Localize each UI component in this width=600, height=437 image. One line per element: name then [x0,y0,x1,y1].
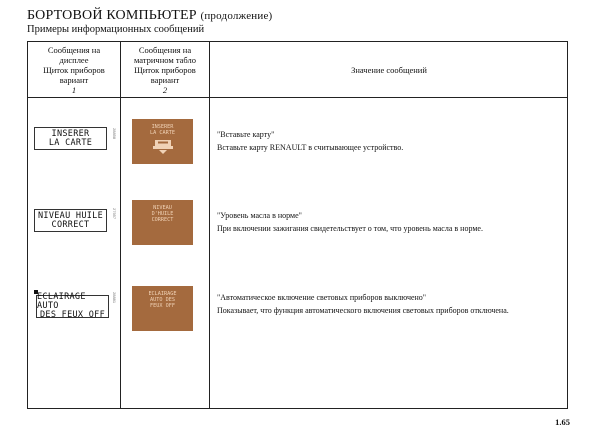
column-header-display: Сообщения на дисплее Щиток приборов вариант 1 [43,44,105,95]
message-description: "Уровень масла в норме" При включении зажигания свидетельствует о том, что уровень масла в норме. [217,211,483,233]
header-divider [28,97,567,98]
page-number: 1.65 [555,417,570,427]
figure-code: 28858 [112,128,117,140]
column-header-matrix: Сообщения на матричном табло Щиток приборов вариант 2 [133,44,197,95]
display-message-auto-lights: ECLAIRAGE AUTO DES FEUX OFF [36,295,109,318]
matrix-message-insert-card: INSERER LA CARTE [132,119,193,164]
messages-table [27,41,568,409]
figure-code: 27957 [112,208,117,220]
figure-code: 28881 [112,292,117,304]
column-header-meaning: Значение сообщений [351,64,427,75]
display-message-insert-card: INSERER LA CARTE [34,127,107,150]
matrix-message-auto-lights: ECLAIRAGE AUTO DES FEUX OFF [132,286,193,331]
page-title-suffix: (продолжение) [200,10,273,22]
page-subtitle: Примеры информационных сообщений [27,24,205,35]
display-message-oil-level: NIVEAU HUILE CORRECT [34,209,107,232]
card-insert-icon [152,139,174,155]
page-title: БОРТОВОЙ КОМПЬЮТЕР (продолжение) [27,8,273,23]
message-description: "Автоматическое включение световых приборов выключено" Показывает, что функция автоматического включения световых приборов отключена. [217,293,509,315]
matrix-message-oil-level: NIVEAU D'HUILE CORRECT [132,200,193,245]
message-description: "Вставьте карту" Вставьте карту RENAULT в считывающее устройство. [217,130,404,152]
